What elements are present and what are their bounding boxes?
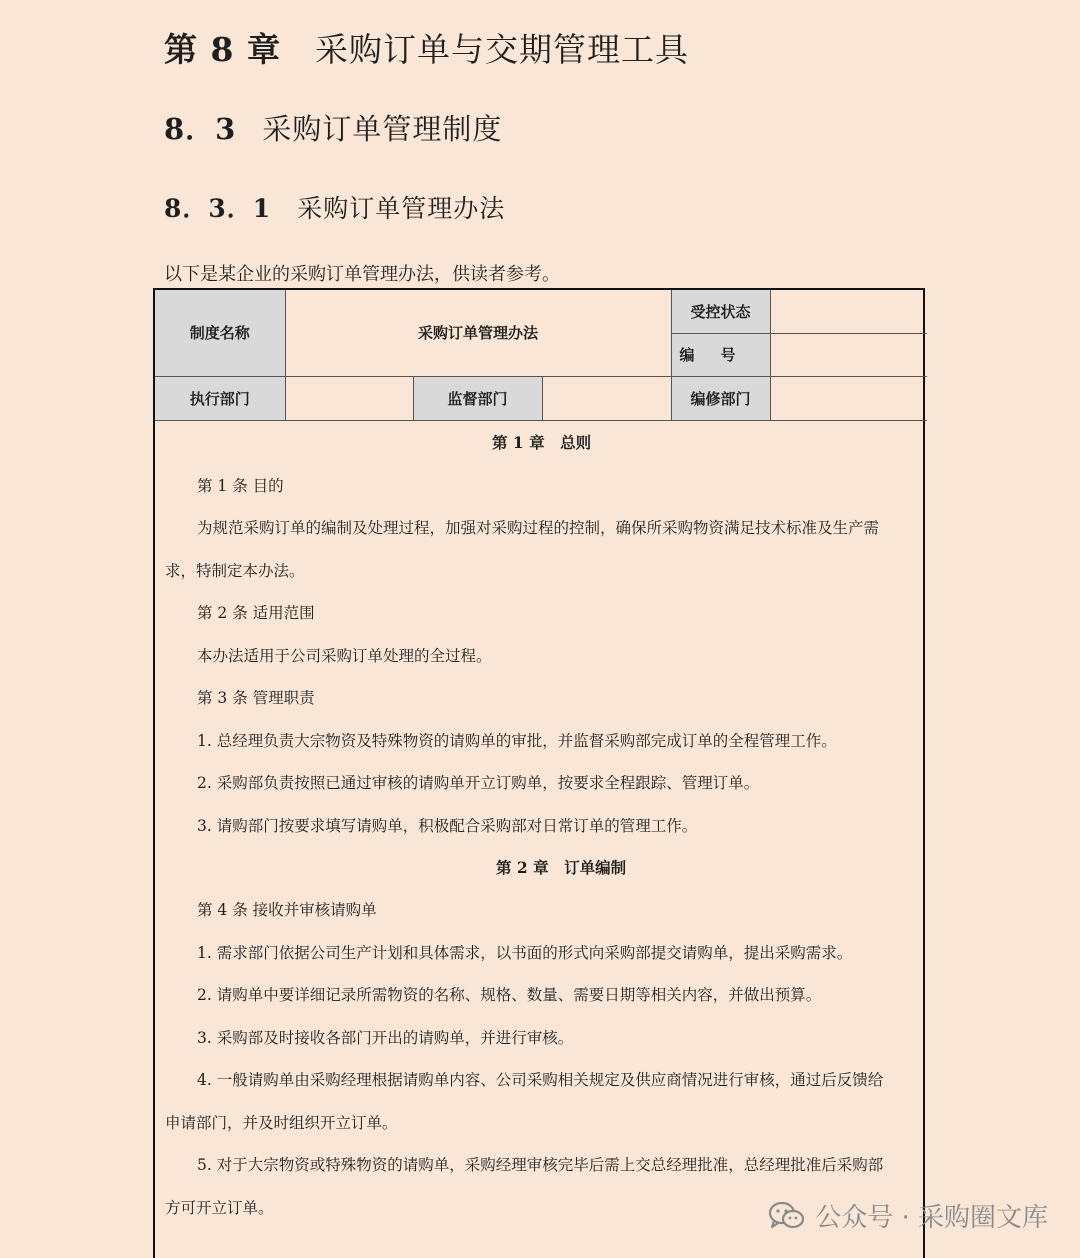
chapter-number: 第 8 章: [164, 30, 281, 69]
article-4-item-4: 4. 一般请购单由采购经理根据请购单内容、公司采购相关规定及供应商情况进行审核，通过后反馈给: [197, 1071, 884, 1089]
article-4-item-2: 2. 请购单中要详细记录所需物资的名称、规格、数量、需要日期等相关内容，并做出预算。: [197, 986, 822, 1004]
chapter-2-heading: 第 2 章 订单编制: [496, 858, 627, 877]
article-3-item-2: 2. 采购部负责按照已通过审核的请购单开立订购单，按要求全程跟踪、管理订单。: [197, 774, 760, 792]
section-number: 8．3: [164, 112, 237, 146]
subsection-heading: [164, 189, 505, 225]
article-1-title: 第 1 条 目的: [197, 477, 284, 495]
chapter-1-heading: 第 1 章 总则: [492, 433, 592, 452]
policy-header-table: [155, 290, 927, 421]
article-3-item-3: 3. 请购部门按要求填写请购单，积极配合采购部对日常订单的管理工作。: [197, 817, 698, 835]
policy-name-label: 制度名称: [155, 290, 285, 376]
article-1-text: 为规范采购订单的编制及处理过程，加强对采购过程的控制，确保所采购物资满足技术标准及生产需: [197, 519, 880, 537]
article-3-title: 第 3 条 管理职责: [197, 689, 315, 707]
wechat-icon: [767, 1201, 805, 1231]
article-4-item-5-cont: 方可开立订单。: [165, 1199, 274, 1217]
article-4-item-3: 3. 采购部及时接收各部门开出的请购单，并进行审核。: [197, 1029, 574, 1047]
control-status-value: [770, 290, 927, 333]
exec-dept-label: 执行部门: [155, 376, 285, 420]
supervise-dept-value: [542, 376, 671, 420]
edit-dept-label: 编修部门: [671, 376, 770, 420]
exec-dept-value: [285, 376, 413, 420]
subsection-title: 采购订单管理办法: [297, 194, 506, 223]
article-1-text-cont: 求，特制定本办法。: [165, 562, 305, 580]
edit-dept-value: [770, 376, 927, 420]
subsection-number: 8．3．1: [164, 194, 272, 223]
watermark: [767, 1197, 1048, 1234]
chapter-title: 采购订单与交期管理工具: [314, 30, 689, 69]
section-heading: [164, 107, 502, 148]
number-value: [770, 333, 927, 376]
article-4-item-4-cont: 申请部门，并及时组织开立订单。: [165, 1114, 398, 1132]
article-3-item-1: 1. 总经理负责大宗物资及特殊物资的请购单的审批，并监督采购部完成订单的全程管理工作。: [197, 732, 837, 750]
section-title: 采购订单管理制度: [262, 112, 503, 146]
supervise-dept-label: 监督部门: [413, 376, 542, 420]
policy-document: [153, 288, 925, 1258]
chapter-heading: [164, 24, 689, 71]
intro-text: 以下是某企业的采购订单管理办法，供读者参考。: [164, 264, 560, 285]
article-2-title: 第 2 条 适用范围: [197, 604, 315, 622]
control-status-label: 受控状态: [671, 290, 770, 333]
policy-name-value: 采购订单管理办法: [285, 290, 671, 376]
article-4-item-1: 1. 需求部门依据公司生产计划和具体需求，以书面的形式向采购部提交请购单，提出采购需求。: [197, 944, 853, 962]
article-4-item-5: 5. 对于大宗物资或特殊物资的请购单，采购经理审核完毕后需上交总经理批准，总经理批准后采购部: [197, 1156, 884, 1174]
article-2-text: 本办法适用于公司采购订单处理的全过程。: [197, 647, 492, 665]
watermark-text: 公众号 · 采购圈文库: [815, 1203, 1048, 1233]
article-4-title: 第 4 条 接收并审核请购单: [197, 901, 377, 919]
number-label: 编号: [671, 333, 770, 376]
